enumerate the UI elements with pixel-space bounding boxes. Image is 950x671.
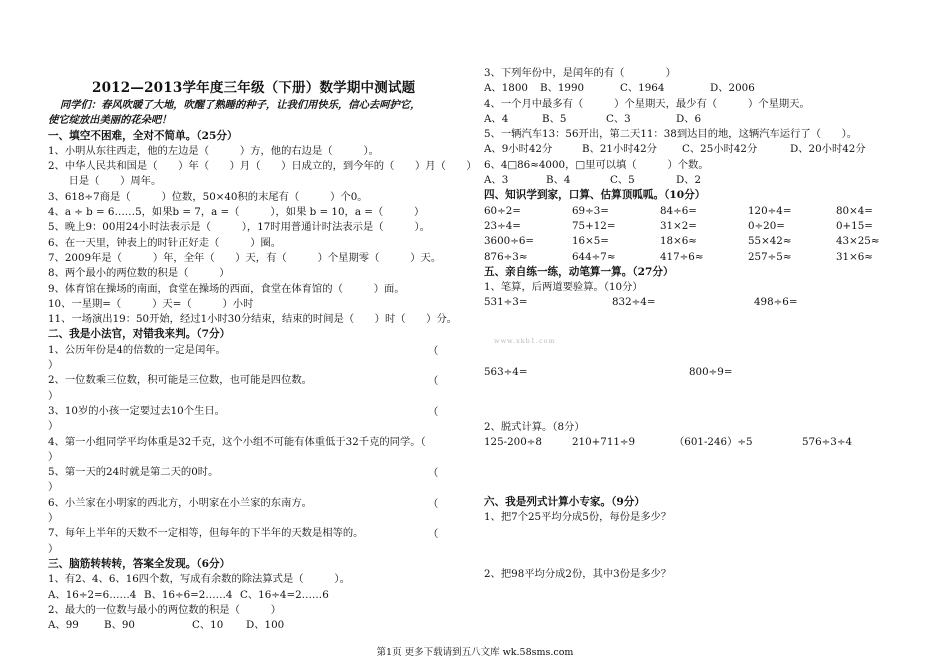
oral-calc-row-3 bbox=[484, 234, 924, 249]
option-c: C、1964 bbox=[620, 82, 665, 95]
answer-paren-open: （ bbox=[428, 497, 439, 510]
written-calc-item: 531÷3= bbox=[484, 296, 528, 309]
option-c: C、10 bbox=[192, 619, 224, 632]
s3-question-2: 2、最大的一位数与最小的两位数的积是（ ） bbox=[48, 603, 282, 616]
option-a: A、9小时42分 bbox=[484, 143, 553, 156]
s1-item-6: 6、在一天里，钟表上的时针正好走（ ）圈。 bbox=[48, 236, 282, 249]
answer-space bbox=[484, 451, 924, 495]
oral-calc-item: 75+12= bbox=[572, 219, 616, 232]
option-c: C、16÷4=2……6 bbox=[240, 588, 329, 601]
option-b: B、16÷6=2……4 bbox=[144, 588, 233, 601]
option-c: C、3 bbox=[606, 112, 631, 125]
answer-paren-open: （ bbox=[428, 467, 439, 480]
oral-calc-row-2 bbox=[484, 219, 924, 234]
s3-q2-options bbox=[48, 618, 488, 633]
option-a: A、3 bbox=[484, 174, 509, 187]
oral-calc-item: 55×42≈ bbox=[748, 235, 792, 248]
answer-paren-close: ） bbox=[48, 542, 59, 555]
written-calc-row-2 bbox=[484, 365, 924, 380]
s3-q1-options bbox=[48, 588, 488, 603]
oral-calc-item: 60÷2= bbox=[484, 204, 521, 217]
option-a: A、4 bbox=[484, 112, 509, 125]
option-b: B、5 bbox=[542, 112, 567, 125]
mixed-calc-item: 576÷3÷4 bbox=[802, 436, 853, 449]
oral-calc-row-4 bbox=[484, 250, 924, 265]
s2-question-3 bbox=[48, 404, 488, 435]
oral-calc-item: 23÷4= bbox=[484, 219, 521, 232]
option-c: C、5 bbox=[610, 174, 635, 187]
answer-paren-close: ） bbox=[48, 481, 59, 494]
s1-item-10: 10、一星期=（ ）天=（ ）小时 bbox=[48, 297, 254, 310]
answer-paren-close: ） bbox=[48, 359, 59, 372]
s1-item-9: 9、体育馆在操场的南面，食堂在操场的西面，食堂在体育馆的（ ）面。 bbox=[48, 282, 405, 295]
oral-calc-row-1 bbox=[484, 204, 924, 219]
s3-q6-options bbox=[484, 173, 924, 188]
option-d: D、100 bbox=[246, 619, 285, 632]
s3-question-6: 6、4□86≈4000，□里可以填（ ）个数。 bbox=[484, 158, 709, 171]
s1-item-2: 2、中华人民共和国是（ ）年（ ）月（ ）日成立的，到今年的（ ）月（ ） bbox=[48, 160, 477, 173]
section5-heading: 五、亲自练一练，动笔算一算。（27分） bbox=[484, 265, 674, 278]
section3-heading: 三、脑筋转转转，答案全发现。（6分） bbox=[48, 557, 231, 570]
oral-calc-item: 84÷6= bbox=[660, 204, 697, 217]
option-b: B、21小时42分 bbox=[582, 143, 657, 156]
oral-calc-item: 876÷3≈ bbox=[484, 250, 528, 263]
page-footer: 第1页 更多下载请到五八文库 wk.58sms.com bbox=[376, 647, 574, 658]
mixed-calc-row bbox=[484, 435, 924, 450]
s1-item-7: 7、2009年是（ ）年，全年（ ）天，有（ ）个星期零（ ）天。 bbox=[48, 251, 442, 264]
s3-question-1: 1、有2、4、6、16四个数，写成有余数的除法算式是（ ）。 bbox=[48, 573, 350, 586]
s1-item-3: 3、618÷7商是（ ）位数，50×40积的末尾有（ ）个0。 bbox=[48, 190, 368, 203]
answer-space bbox=[484, 525, 924, 567]
oral-calc-item: 0÷20= bbox=[748, 219, 785, 232]
s2-item-text: 4、第一小组同学平均体重是32千克，这个小组不可能有体重低于32千克的同学。（ bbox=[48, 435, 426, 448]
oral-calc-item: 18×6≈ bbox=[660, 235, 697, 248]
option-d: D、20小时42分 bbox=[790, 143, 866, 156]
answer-space bbox=[484, 380, 924, 420]
left-column bbox=[48, 98, 488, 633]
option-a: A、16÷2=6……4 bbox=[48, 588, 137, 601]
oral-calc-item: 120÷4= bbox=[748, 204, 792, 217]
s2-item-text: 7、每年上半年的天数不一定相等，但每年的下半年的天数是相等的。 bbox=[48, 527, 364, 540]
s1-item-5: 5、晚上9：00用24小时法表示是（ ），17时用普通计时法表示是（ ）。 bbox=[48, 221, 430, 234]
s2-question-6 bbox=[48, 496, 488, 527]
option-c: C、25小时42分 bbox=[682, 143, 758, 156]
s2-question-4 bbox=[48, 435, 488, 466]
right-column bbox=[484, 66, 924, 583]
s5-subheading-2: 2、脱式计算。（8分） bbox=[484, 421, 585, 434]
oral-calc-item: 16×5= bbox=[572, 235, 609, 248]
page-title: 2012—2013学年度三年级（下册）数学期中测试题 bbox=[92, 80, 416, 96]
s2-item-text: 2、一位数乘三位数，积可能是三位数，也可能是四位数。 bbox=[48, 374, 312, 387]
option-b: B、1990 bbox=[540, 82, 585, 95]
option-d: D、6 bbox=[676, 112, 702, 125]
s2-question-7 bbox=[48, 526, 488, 557]
option-d: D、2006 bbox=[710, 82, 755, 95]
section6-heading: 六、我是列式计算小专家。（9分） bbox=[484, 495, 645, 508]
s2-item-text: 5、第一天的24时就是第二天的0时。 bbox=[48, 466, 219, 479]
option-a: A、1800 bbox=[484, 82, 528, 95]
answer-paren-close: ） bbox=[48, 420, 59, 433]
oral-calc-item: 31×6≈ bbox=[836, 250, 873, 263]
s6-question-2: 2、把98平均分成2份，其中3份是多少？ bbox=[484, 568, 672, 581]
answer-paren-open: （ bbox=[428, 375, 439, 388]
written-calc-item: 563÷4= bbox=[484, 365, 528, 378]
s3-q3-options bbox=[484, 81, 924, 96]
oral-calc-item: 69÷3= bbox=[572, 204, 609, 217]
answer-paren-open: （ bbox=[428, 344, 439, 357]
oral-calc-item: 80×4= bbox=[836, 204, 873, 217]
mixed-calc-item: （601-246）÷5 bbox=[674, 436, 753, 449]
s5-subheading-1: 1、笔算，后两道要验算。（10分） bbox=[484, 281, 643, 294]
answer-paren-close: ） bbox=[48, 450, 59, 463]
s3-question-4: 4、一个月中最多有（ ）个星期天，最少有（ ）个星期天。 bbox=[484, 97, 810, 110]
s1-item-1: 1、小明从东往西走，他的左边是（ ）方，他的右边是（ ）。 bbox=[48, 144, 379, 157]
s3-q5-options bbox=[484, 142, 924, 157]
s1-item-2-cont: 日是（ ）周年。 bbox=[48, 175, 162, 188]
oral-calc-item: 0+15= bbox=[836, 219, 873, 232]
option-b: B、4 bbox=[546, 174, 571, 187]
written-calc-item: 800÷9= bbox=[689, 365, 733, 378]
watermark: www.xkb1.com bbox=[494, 336, 556, 345]
oral-calc-item: 257÷5≈ bbox=[748, 250, 792, 263]
s2-item-text: 6、小兰家在小明家的西北方，小明家在小兰家的东南方。 bbox=[48, 496, 312, 509]
answer-paren-open: （ bbox=[428, 405, 439, 418]
s3-question-3: 3、下列年份中，是闰年的有（ ） bbox=[484, 67, 676, 79]
oral-calc-item: 43×25≈ bbox=[836, 235, 880, 248]
section2-heading: 二、我是小法官，对错我来判。（7分） bbox=[48, 328, 231, 341]
s2-question-2 bbox=[48, 373, 488, 404]
oral-calc-item: 644÷7≈ bbox=[572, 250, 616, 263]
s1-item-11: 11、一场演出19：50开始，经过1小时30分结束，结束的时间是（ ）时（ ）分。 bbox=[48, 313, 458, 326]
answer-space bbox=[484, 311, 924, 365]
s2-question-1 bbox=[48, 343, 488, 374]
mixed-calc-item: 210+711÷9 bbox=[572, 436, 636, 449]
s3-question-5: 5、一辆汽车13：56开出，第二天11：38到达目的地，这辆汽车运行了（ ）。 bbox=[484, 128, 858, 141]
written-calc-row-1 bbox=[484, 295, 924, 310]
option-d: D、2 bbox=[676, 174, 702, 187]
answer-paren-close: ） bbox=[48, 389, 59, 402]
greeting-line-2: 使它绽放出美丽的花朵吧！ bbox=[48, 114, 172, 127]
s2-item-text: 1、公历年份是4的倍数的一定是闰年。 bbox=[48, 343, 226, 356]
greeting-line-1: 同学们：春风吹暖了大地，吹醒了熟睡的种子，让我们用快乐，信心去呵护它， bbox=[60, 99, 421, 111]
written-calc-item: 498÷6= bbox=[754, 296, 798, 309]
section4-heading: 四、知识学到家，口算、估算顶呱呱。（10分） bbox=[484, 189, 706, 202]
oral-calc-item: 3600÷6= bbox=[484, 235, 535, 248]
s6-question-1: 1、把7个25平均分成5份，每份是多少？ bbox=[484, 510, 672, 523]
written-calc-item: 832÷4= bbox=[612, 296, 656, 309]
section1-heading: 一、填空不困难，全对不简单。（25分） bbox=[48, 129, 238, 142]
s3-q4-options bbox=[484, 112, 924, 127]
s1-item-8: 8、两个最小的两位数的积是（ ） bbox=[48, 267, 230, 280]
s1-item-4: 4、a ÷ b = 6……5，如果b = 7，a =（ ），如果 b = 10，a =（ ） bbox=[48, 206, 425, 219]
answer-paren-open: （ bbox=[428, 528, 439, 541]
oral-calc-item: 31×2= bbox=[660, 219, 697, 232]
oral-calc-item: 417÷6≈ bbox=[660, 250, 704, 263]
option-b: B、90 bbox=[104, 619, 135, 632]
mixed-calc-item: 125-200÷8 bbox=[484, 436, 542, 449]
s2-question-5 bbox=[48, 465, 488, 496]
option-a: A、99 bbox=[48, 619, 79, 632]
s2-item-text: 3、10岁的小孩一定要过去10个生日。 bbox=[48, 404, 225, 417]
answer-paren-close: ） bbox=[48, 512, 59, 525]
